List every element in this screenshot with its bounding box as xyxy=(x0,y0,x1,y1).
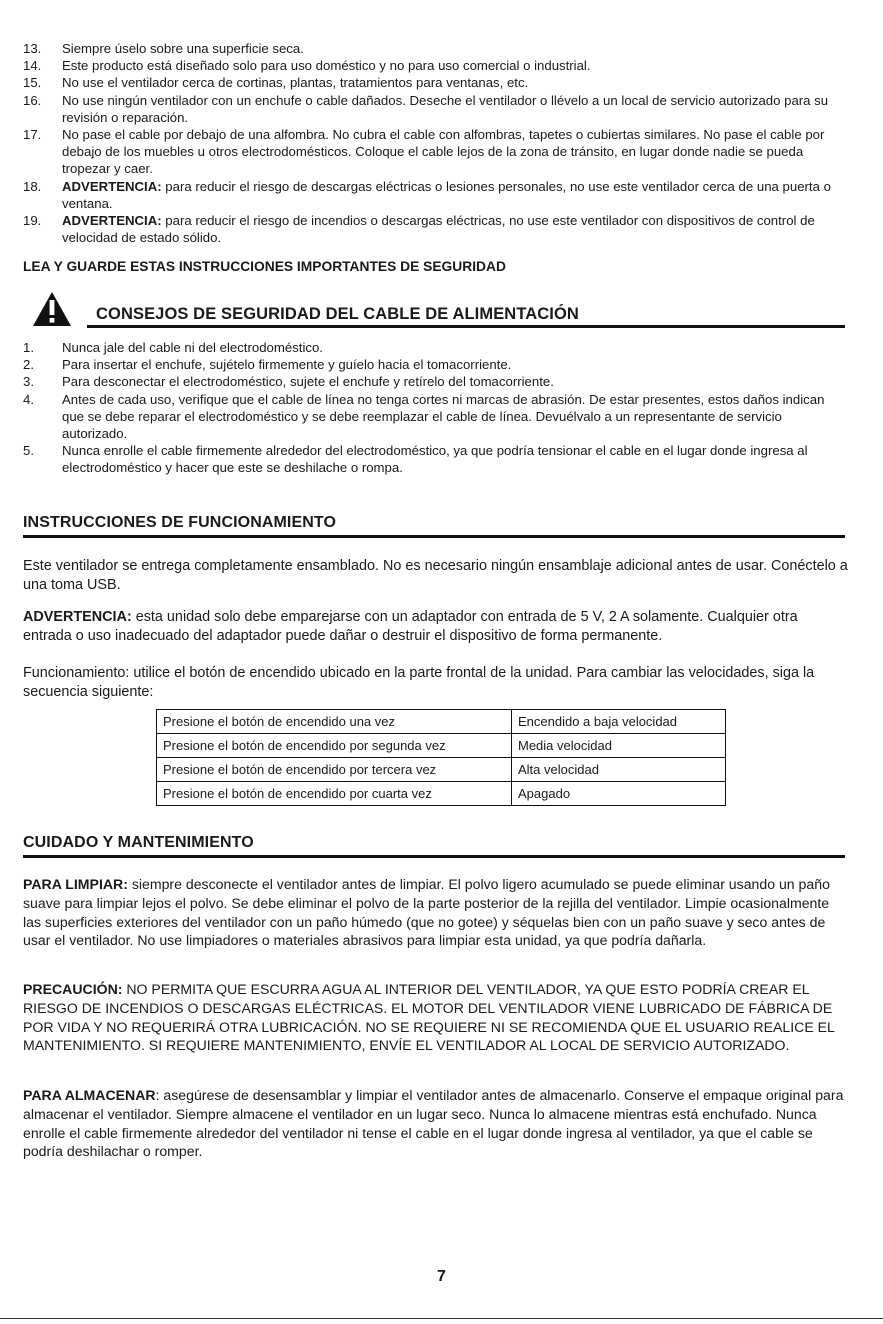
table-row: Presione el botón de encendido por tercera vez Alta velocidad xyxy=(157,758,726,782)
warning-triangle-icon xyxy=(32,291,72,327)
divider xyxy=(23,535,845,538)
table-row: Presione el botón de encendido por segunda vez Media velocidad xyxy=(157,734,726,758)
operation-text: Funcionamiento: utilice el botón de encendido ubicado en la parte frontal de la unidad. Para cambiar las velocidades, siga la secuencia siguiente: xyxy=(23,665,815,700)
list-item: 13. Siempre úselo sobre una superficie seca. xyxy=(23,41,304,56)
list-item: 16. No use ningún ventilador con un enchufe o cable dañados. Deseche el ventilador o llévelo a un local de servicio autorizado para su revisión o reparación. xyxy=(23,92,829,125)
list-item: 18. ADVERTENCIA: para reducir el riesgo de descargas eléctricas o lesiones personales, no use este ventilador cerca de una puerta o ventana. xyxy=(23,178,831,211)
cleaning-paragraph: PARA LIMPIAR: siempre desconecte el ventilador antes de limpiar. El polvo ligero acumulado se puede eliminar usando un paño suave para limpiar lejos el polvo. Se debe eliminar el polvo de la parte posterior de la rejilla del ventilador. Limpie ocasionalmente las superficies exteriores del ventilador con un paño húmedo (que no gotee) y séquelas bien con un paño suave y seco antes de usar el ventilador. No use limpiadores o materiales abrasivos para limpiar esta unidad, ya que podría dañarla. xyxy=(23,876,830,949)
list-item: 14. Este producto está diseñado solo para uso doméstico y no para uso comercial o industrial. xyxy=(23,58,591,74)
list-item: 1. Nunca jale del cable ni del electrodoméstico. xyxy=(23,340,323,355)
operation-heading: INSTRUCCIONES DE FUNCIONAMIENTO xyxy=(23,514,337,531)
safety-list xyxy=(23,40,843,246)
table-row: Presione el botón de encendido por cuarta vez Apagado xyxy=(157,782,726,806)
caution-paragraph: PRECAUCIÓN: NO PERMITA QUE ESCURRA AGUA AL INTERIOR DEL VENTILADOR, YA QUE ESTO PODRÍA CREAR EL RIESGO DE INCENDIOS O DESCARGAS ELÉCTRICAS. EL MOTOR DEL VENTILADOR VIENE LUBRICADO DE FÁBRICA DE POR VIDA Y NO REQUERIRÁ OTRA LUBRICACIÓN. NO SE REQUIERE NI SE RECOMIENDA QUE EL USUARIO REALICE EL MANTENIMIENTO. SI REQUIERE MANTENIMIENTO, ENVÍE EL VENTILADOR AL LOCAL DE SERVICIO AUTORIZADO. xyxy=(23,981,835,1054)
care-heading: CUIDADO Y MANTENIMIENTO xyxy=(23,834,254,851)
list-item: 17. No pase el cable por debajo de una alfombra. No cubra el cable con alfombras, tapetes o cubiertas similares. No pase el cable por debajo de los muebles u otros electrodomésticos. Coloque el cable lejos de la zona de tránsito, en lugar donde nadie se pueda tropezar y caer. xyxy=(23,127,825,177)
list-item: 5. Nunca enrolle el cable firmemente alrededor del electrodoméstico, ya que podría tensionar el cable en el lugar donde ingresa al electrodoméstico y hacer que este se deshilache o rompa. xyxy=(23,443,808,476)
list-item: 15. No use el ventilador cerca de cortinas, plantas, tratamientos para ventanas, etc. xyxy=(23,75,529,91)
list-item: 19. ADVERTENCIA: para reducir el riesgo de incendios o descargas eléctricas, no use este ventilador con dispositivos de control de velocidad de estado sólido. xyxy=(23,213,815,246)
list-item: 4. Antes de cada uso, verifique que el cable de línea no tenga cortes ni marcas de abrasión. De estar presentes, estos daños indican que se debe reparar el electrodoméstico y se debe reemplazar el cable de línea. Devuélvalo a un representante de servicio autorizado. xyxy=(23,391,825,442)
divider xyxy=(87,325,845,328)
page-number: 7 xyxy=(437,1268,446,1285)
list-item: 3. Para desconectar el electrodoméstico, sujete el enchufe y retírelo del tomacorriente. xyxy=(23,374,554,390)
divider xyxy=(23,855,845,858)
speed-sequence-table xyxy=(156,709,726,806)
storage-paragraph: PARA ALMACENAR: asegúrese de desensamblar y limpiar el ventilador antes de almacenarlo. Conserve el empaque original para almacenar el ventilador. Siempre almacene el ventilador en un lugar seco. Nunca lo almacene mientras está enchufado. Nunca enrolle el cable firmemente alrededor del ventilador ni tense el cable en el lugar donde ingresa al ventilador, ya que el cable se podría deshilachar o romper. xyxy=(23,1087,844,1160)
operation-warning: ADVERTENCIA: esta unidad solo debe emparejarse con un adaptador con entrada de 5 V, 2 A solamente. Cualquier otra entrada o uso inadecuado del adaptador puede dañar o destruir el dispositivo de forma permanente. xyxy=(23,609,798,644)
list-item: 2. Para insertar el enchufe, sujételo firmemente y guíelo hacia el tomacorriente. xyxy=(23,357,512,373)
page-bottom-line xyxy=(0,1318,883,1319)
cable-safety-list xyxy=(23,339,831,477)
table-row: Presione el botón de encendido una vez Encendido a baja velocidad xyxy=(157,710,726,734)
operation-intro: Este ventilador se entrega completamente ensamblado. No es necesario ningún ensamblaje adicional antes de usar. Conéctelo a una toma USB. xyxy=(23,558,848,593)
cable-safety-heading: CONSEJOS DE SEGURIDAD DEL CABLE DE ALIMENTACIÓN xyxy=(96,305,579,323)
keep-instructions: LEA Y GUARDE ESTAS INSTRUCCIONES IMPORTANTES DE SEGURIDAD xyxy=(23,259,506,274)
